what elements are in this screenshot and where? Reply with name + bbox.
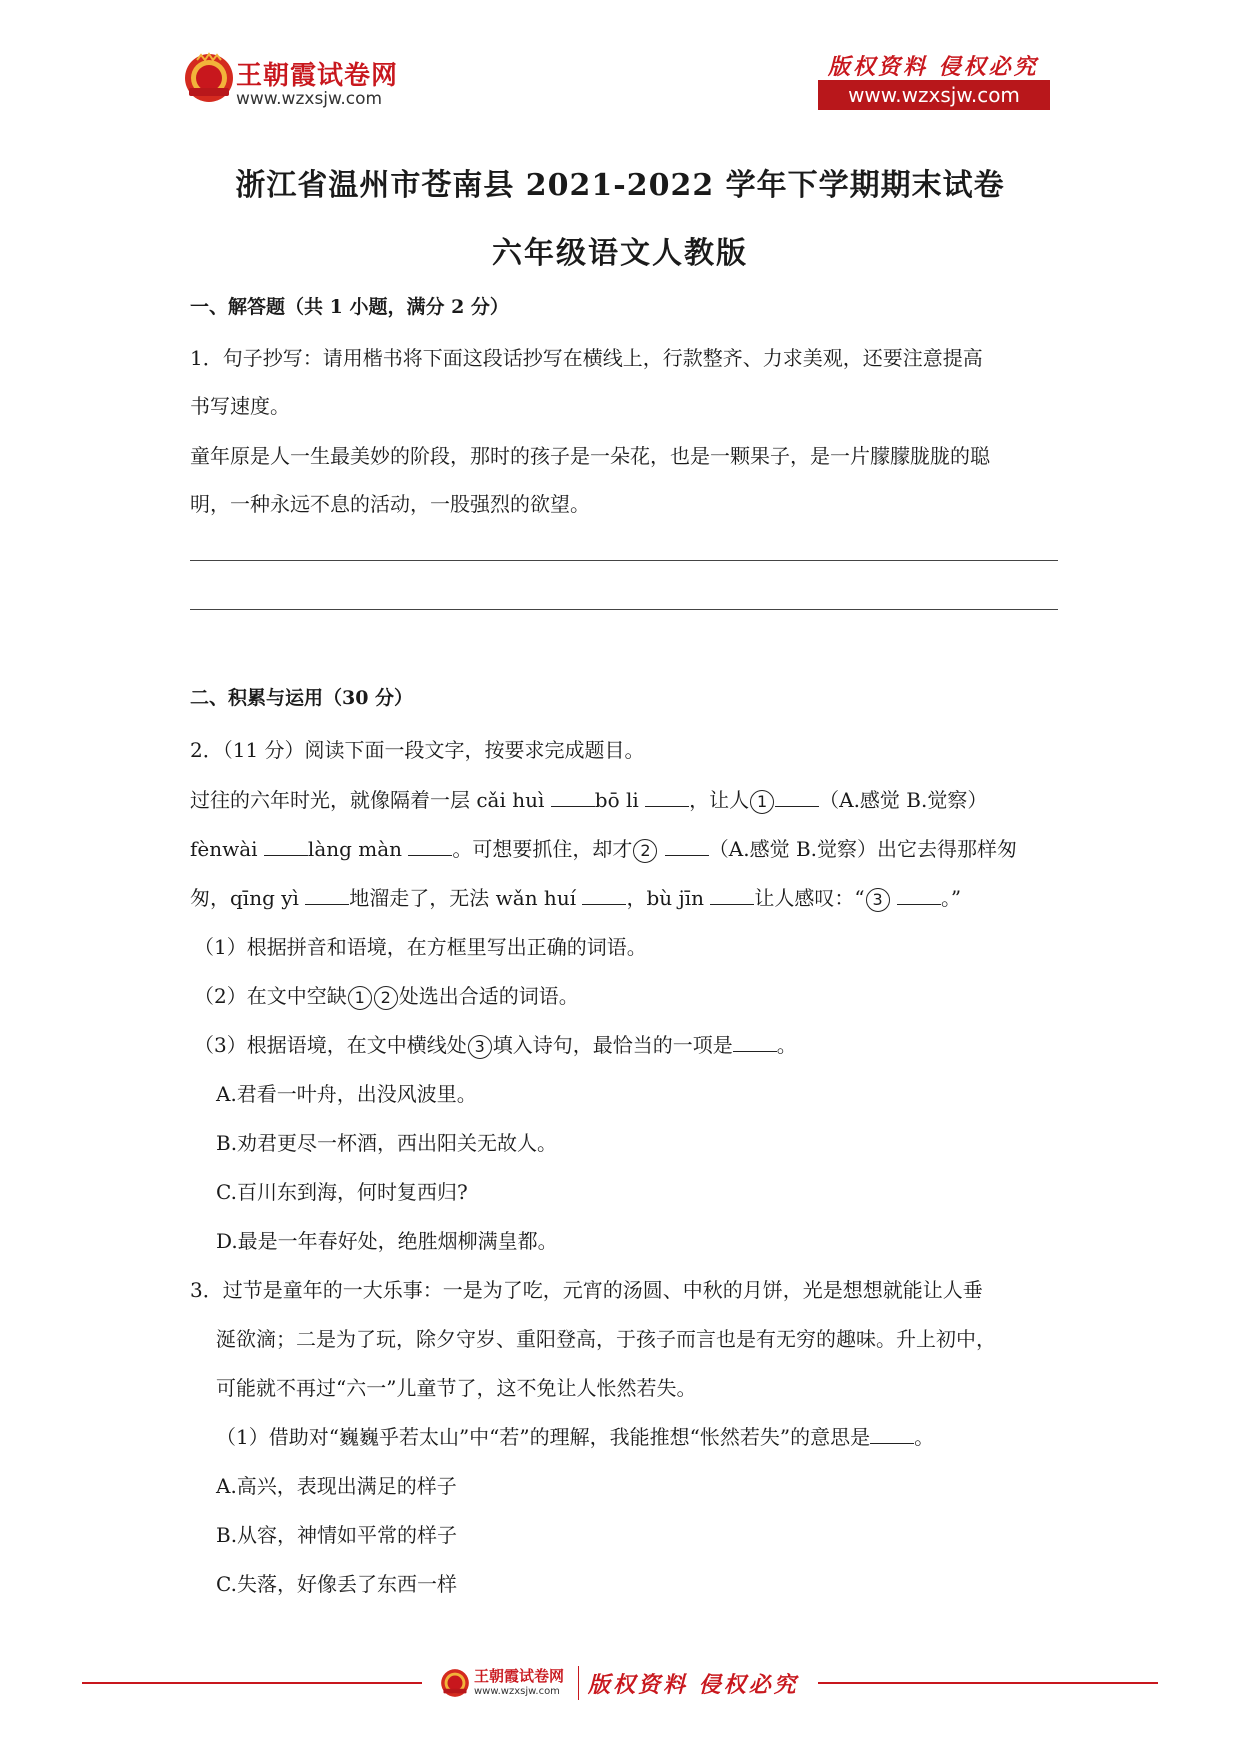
- section-heading-1: 一、解答题（共 1 小题，满分 2 分）: [190, 296, 509, 318]
- passage-line: 童年原是人一生最美妙的阶段，那时的孩子是一朵花，也是一颗果子，是一片朦朦胧胧的聪: [190, 444, 990, 468]
- question-3-text-cont: 涎欲滴；二是为了玩，除夕守岁、重阳登高，于孩子而言也是有无穷的趣味。升上初中，: [216, 1327, 996, 1351]
- question-3-text-cont: 可能就不再过“六一”儿童节了，这不免让人怅然若失。: [216, 1376, 697, 1400]
- fill-blank[interactable]: [305, 886, 349, 905]
- question-3-text: 3．过节是童年的一大乐事：一是为了吃，元宵的汤圆、中秋的月饼，光是想想就能让人垂: [190, 1278, 983, 1302]
- question-1-text-cont: 书写速度。: [190, 394, 290, 418]
- footer-divider-left: [82, 1682, 422, 1684]
- answer-line[interactable]: [190, 560, 1058, 561]
- fill-blank[interactable]: [775, 788, 819, 807]
- option-c[interactable]: C.失落，好像丢了东西一样: [216, 1572, 457, 1596]
- circled-number-1: 1: [348, 986, 372, 1010]
- copyright-notice: 版权资料 侵权必究: [828, 54, 1039, 80]
- circled-number-2: 2: [633, 839, 657, 863]
- passage-line: fènwài làng màn 。可想要抓住，却才 2 （A.感觉 B.觉察）出它去得那样匆: [190, 837, 1017, 861]
- sub-question-3: （3）根据语境，在文中横线处 3 填入诗句，最恰当的一项是 。: [194, 1033, 797, 1057]
- fill-blank[interactable]: [897, 886, 941, 905]
- brand-logo-icon: [183, 52, 235, 104]
- fill-blank[interactable]: [551, 788, 595, 807]
- question-3-sub-1: （1）借助对“巍巍乎若太山”中“若”的理解，我能推想“怅然若失”的意思是 。: [216, 1425, 935, 1449]
- option-c[interactable]: C.百川东到海，何时复西归?: [216, 1180, 468, 1204]
- option-a[interactable]: A.君看一叶舟，出没风波里。: [216, 1082, 477, 1106]
- footer-logo-icon: [440, 1668, 470, 1698]
- option-b[interactable]: B.劝君更尽一杯酒，西出阳关无故人。: [216, 1131, 558, 1155]
- fill-blank[interactable]: [710, 886, 754, 905]
- question-1-text: 1．句子抄写：请用楷书将下面这段话抄写在横线上，行款整齐、力求美观，还要注意提高: [190, 346, 983, 370]
- footer-brand-name: 王朝霞试卷网: [474, 1667, 565, 1685]
- exam-title: 浙江省温州市苍南县 2021-2022 学年下学期期末试卷: [235, 168, 1005, 203]
- fill-blank[interactable]: [665, 837, 709, 856]
- sub-question-2: （2）在文中空缺 1 2 处选出合适的词语。: [194, 984, 579, 1008]
- circled-number-1: 1: [750, 790, 774, 814]
- footer-brand-url[interactable]: www.wzxsjw.com: [474, 1686, 560, 1697]
- fill-blank[interactable]: [733, 1033, 777, 1052]
- option-a[interactable]: A.高兴，表现出满足的样子: [216, 1474, 457, 1498]
- circled-number-3: 3: [468, 1035, 492, 1059]
- passage-line: 过往的六年时光，就像隔着一层 cǎi huì bō li ，让人 1 （A.感觉 B.觉察）: [190, 788, 988, 812]
- section-heading-2: 二、积累与运用（30 分）: [190, 687, 414, 709]
- footer-divider-right: [818, 1682, 1158, 1684]
- fill-blank[interactable]: [645, 788, 689, 807]
- fill-blank[interactable]: [408, 837, 452, 856]
- circled-number-2: 2: [374, 986, 398, 1010]
- answer-line[interactable]: [190, 609, 1058, 610]
- circled-number-3: 3: [866, 888, 890, 912]
- footer-copyright: 版权资料 侵权必究: [588, 1672, 799, 1698]
- option-b[interactable]: B.从容，神情如平常的样子: [216, 1523, 458, 1547]
- question-2-intro: 2．（11 分）阅读下面一段文字，按要求完成题目。: [190, 738, 645, 762]
- brand-name: 王朝霞试卷网: [236, 61, 399, 91]
- option-d[interactable]: D.最是一年春好处，绝胜烟柳满皇都。: [216, 1229, 558, 1253]
- passage-line: 明，一种永远不息的活动，一股强烈的欲望。: [190, 492, 590, 516]
- brand-url[interactable]: www.wzxsjw.com: [236, 89, 383, 109]
- fill-blank[interactable]: [582, 886, 626, 905]
- footer-separator: [578, 1666, 579, 1700]
- site-url-banner[interactable]: www.wzxsjw.com: [818, 80, 1050, 110]
- fill-blank[interactable]: [264, 837, 308, 856]
- fill-blank[interactable]: [870, 1425, 914, 1444]
- sub-question-1: （1）根据拼音和语境，在方框里写出正确的词语。: [194, 935, 647, 959]
- passage-line: 匆，qīng yì 地溜走了，无法 wǎn huí ，bù jīn 让人感叹：“ 3 。”: [190, 886, 962, 910]
- exam-subtitle: 六年级语文人教版: [492, 236, 748, 271]
